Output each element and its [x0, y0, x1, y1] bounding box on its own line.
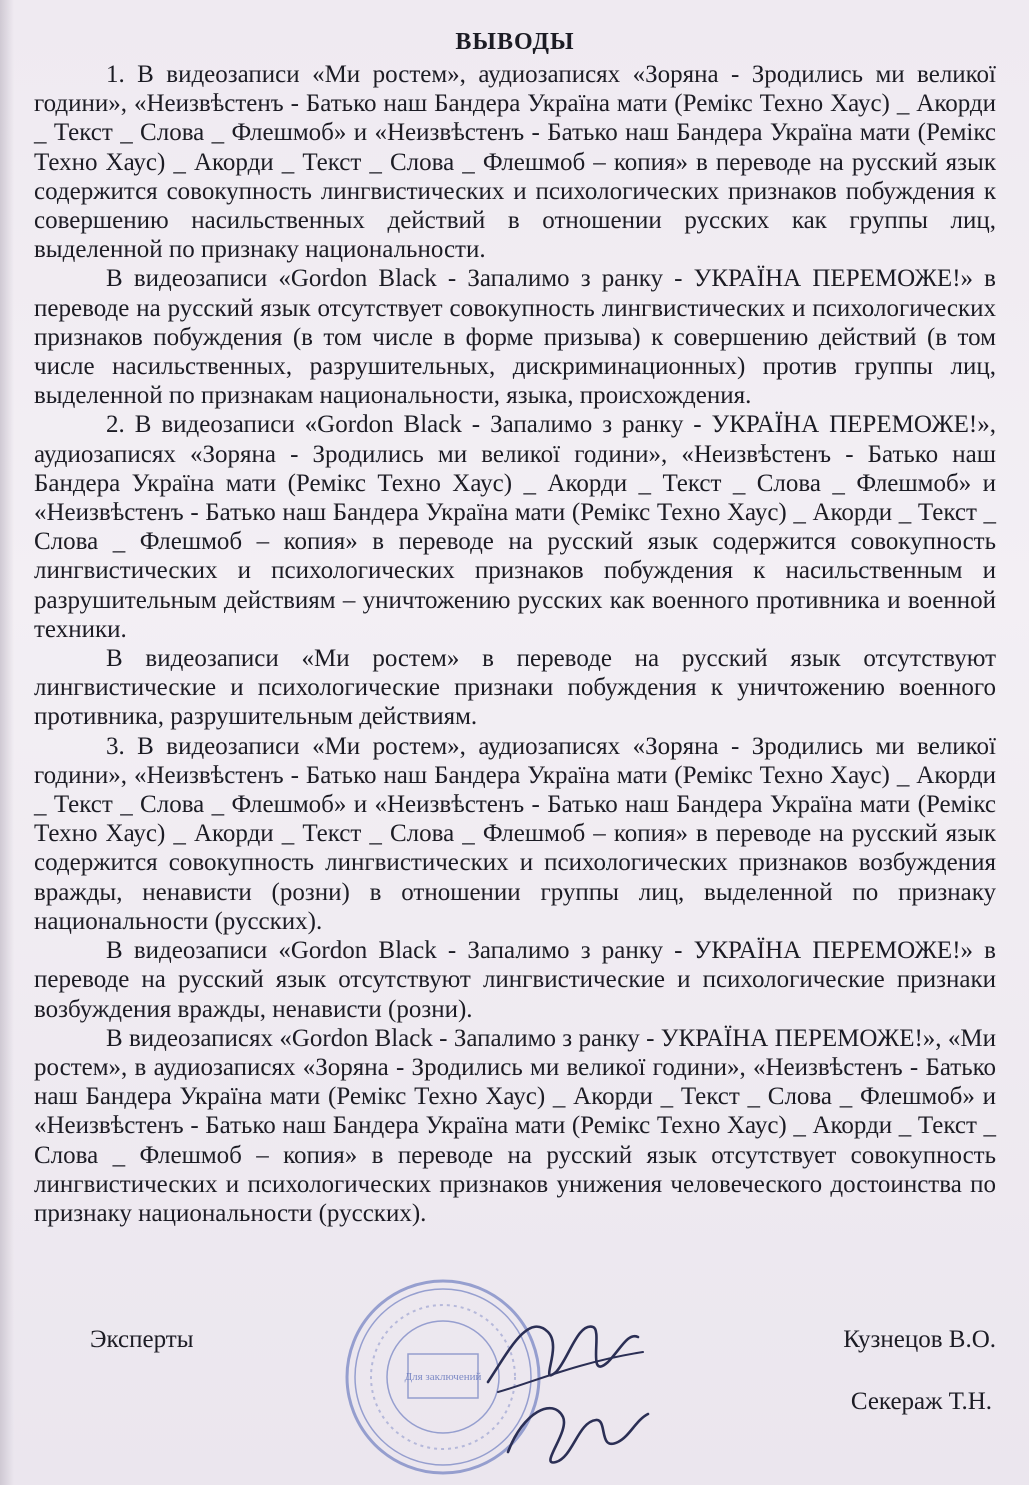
document-title: ВЫВОДЫ [455, 29, 575, 55]
paragraph-6: В видеозаписи «Gordon Black - Запалимо з ранку - УКРАЇНА ПЕРЕМОЖЕ!» в переводе на русский язык отсутствуют лингвистические и психологические признаки возбуждения вражды, ненависти (розни). [34, 937, 996, 1023]
paper-fold-shadow [0, 0, 14, 1485]
paragraph-7: В видеозаписях «Gordon Black - Запалимо з ранку - УКРАЇНА ПЕРЕМОЖЕ!», «Ми ростем», в аудиозаписях «Зоряна - Зродились ми великої години», «Неизвѣстенъ - Батько наш Бандера Україна мати (Ремікс Техно Хаус) _ Акорди _ Текст _ Слова _ Флешмоб» и «Неизвѣстенъ - Батько наш Бандера Україна мати (Ремікс Техно Хаус) _ Акорди _ Текст _ Слова _ Флешмоб – копия» в переводе на русский язык отсутствует совокупность лингвистических и психологических признаков унижения человеческого достоинства по признаку национальности (русских). [34, 1024, 996, 1227]
signatures-block [34, 1308, 996, 1428]
paragraph-3: 2. В видеозаписи «Gordon Black - Запалимо з ранку - УКРАЇНА ПЕРЕМОЖЕ!», аудиозаписях «Зоряна - Зродились ми великої години», «Неизвѣстенъ - Батько наш Бандера Україна мати (Ремікс Техно Хаус) _ Акорди _ Текст _ Слова _ Флешмоб» и «Неизвѣстенъ - Батько наш Бандера Україна мати (Ремікс Техно Хаус) _ Акорди _ Текст _ Слова _ Флешмоб – копия» в переводе на русский язык содержится совокупность лингвистических и психологических признаков побуждения к насильственным и разрушительным действиям – уничтожению русских как военного противника и военной техники. [34, 411, 996, 643]
expert-name-sekerazh: Секераж Т.Н. [850, 1388, 992, 1415]
expert-name-kuznetsov: Кузнецов В.О. [843, 1326, 996, 1353]
paragraph-1: 1. В видеозаписи «Ми ростем», аудиозаписях «Зоряна - Зродились ми великої години», «Неизвѣстенъ - Батько наш Бандера Україна мати (Ремікс Техно Хаус) _ Акорди _ Текст _ Слова _ Флешмоб» и «Неизвѣстенъ - Батько наш Бандера Україна мати (Ремікс Техно Хаус) _ Акорди _ Текст _ Слова _ Флешмоб – копия» в переводе на русский язык содержится совокупность лингвистических и психологических признаков побуждения к совершению насильственных действий в отношении русских как группы лиц, выделенной по признаку национальности. [34, 61, 996, 264]
experts-label: Эксперты [90, 1326, 194, 1353]
stamp-center-text: Для заключений [404, 1371, 482, 1383]
document-body [34, 28, 996, 1228]
paragraph-4: В видеозаписи «Ми ростем» в переводе на русский язык отсутствуют лингвистические и психологические признаки побуждения к уничтожению военного противника, разрушительным действиям. [34, 645, 996, 731]
paragraph-2: В видеозаписи «Gordon Black - Запалимо з ранку - УКРАЇНА ПЕРЕМОЖЕ!» в переводе на русский язык отсутствует совокупность лингвистических и психологических признаков побуждения (в том числе в форме призыва) к совершению действий (в том числе насильственных, разрушительных, дискриминационных) против группы лиц, выделенной по признакам национальности, языка, происхождения. [34, 265, 996, 410]
paragraph-5: 3. В видеозаписи «Ми ростем», аудиозаписях «Зоряна - Зродились ми великої години», «Неизвѣстенъ - Батько наш Бандера Україна мати (Ремікс Техно Хаус) _ Акорди _ Текст _ Слова _ Флешмоб» и «Неизвѣстенъ - Батько наш Бандера Україна мати (Ремікс Техно Хаус) _ Акорди _ Текст _ Слова _ Флешмоб – копия» в переводе на русский язык содержится совокупность лингвистических и психологических признаков возбуждения вражды, ненависти (розни) в отношении группы лиц, выделенной по признаку национальности (русских). [34, 732, 996, 935]
